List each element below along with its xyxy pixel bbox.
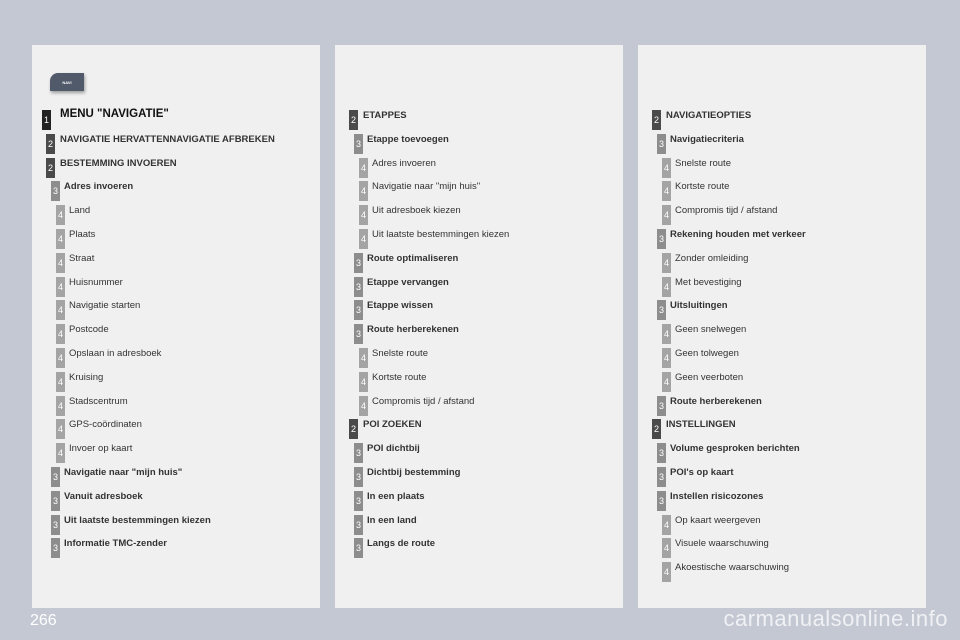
menu-item bbox=[638, 297, 926, 321]
menu-item bbox=[638, 345, 926, 369]
level-badge: 4 bbox=[662, 277, 671, 297]
menu-item-label: Rekening houden met verkeer bbox=[670, 228, 806, 240]
menu-item-label: Etappe vervangen bbox=[367, 276, 449, 288]
menu-item-label: Straat bbox=[69, 252, 95, 264]
level-badge: 2 bbox=[349, 110, 358, 130]
menu-item-label: Navigatie naar "mijn huis" bbox=[372, 181, 481, 193]
menu-item bbox=[638, 535, 926, 559]
level-badge: 4 bbox=[662, 372, 671, 392]
menu-item bbox=[638, 155, 926, 179]
level-badge: 3 bbox=[657, 300, 666, 320]
menu-item-label: Huisnummer bbox=[69, 276, 123, 288]
level-badge: 4 bbox=[56, 300, 65, 320]
level-badge: 2 bbox=[349, 419, 358, 439]
menu-item bbox=[638, 250, 926, 274]
level-badge: 4 bbox=[662, 158, 671, 178]
menu-item bbox=[335, 107, 623, 131]
menu-item-label: Langs de route bbox=[367, 538, 436, 550]
level-badge: 3 bbox=[657, 229, 666, 249]
menu-item bbox=[335, 321, 623, 345]
menu-item bbox=[335, 512, 623, 536]
level-badge: 4 bbox=[56, 324, 65, 344]
menu-item bbox=[32, 178, 320, 202]
level-badge: 4 bbox=[359, 181, 368, 201]
menu-item bbox=[638, 274, 926, 298]
menu-item bbox=[638, 559, 926, 583]
level-badge: 3 bbox=[354, 300, 363, 320]
level-badge: 3 bbox=[354, 467, 363, 487]
menu-item-label: Akoestische waarschuwing bbox=[675, 562, 790, 574]
menu-item bbox=[335, 250, 623, 274]
menu-item bbox=[32, 393, 320, 417]
menu-item-label: POI ZOEKEN bbox=[363, 419, 422, 431]
menu-item-label: In een plaats bbox=[367, 490, 425, 502]
menu-item bbox=[638, 202, 926, 226]
level-badge: 4 bbox=[662, 324, 671, 344]
menu-item bbox=[335, 297, 623, 321]
menu-item-label: Visuele waarschuwing bbox=[675, 538, 769, 550]
menu-item bbox=[32, 512, 320, 536]
level-badge: 2 bbox=[46, 158, 55, 178]
level-badge: 3 bbox=[657, 134, 666, 154]
menu-item bbox=[335, 274, 623, 298]
menu-item-label: POI's op kaart bbox=[670, 466, 734, 478]
menu-item-label: Postcode bbox=[69, 324, 109, 336]
menu-item-label: Volume gesproken berichten bbox=[670, 443, 800, 455]
menu-item bbox=[638, 178, 926, 202]
level-badge: 3 bbox=[657, 467, 666, 487]
menu-item-label: Zonder omleiding bbox=[675, 252, 749, 264]
menu-item-label: Land bbox=[69, 205, 91, 217]
menu-item bbox=[32, 226, 320, 250]
level-badge: 4 bbox=[56, 205, 65, 225]
menu-item bbox=[32, 535, 320, 559]
level-badge: 2 bbox=[652, 110, 661, 130]
menu-item bbox=[335, 393, 623, 417]
menu-item-label: NAVIGATIE HERVATTENNAVIGATIE AFBREKEN bbox=[60, 133, 275, 145]
level-badge: 3 bbox=[657, 491, 666, 511]
menu-item bbox=[32, 464, 320, 488]
level-badge: 3 bbox=[51, 538, 60, 558]
menu-item bbox=[638, 393, 926, 417]
menu-item bbox=[638, 321, 926, 345]
level-badge: 4 bbox=[359, 205, 368, 225]
watermark: carmanualsonline.info bbox=[723, 606, 948, 631]
menu-item bbox=[32, 131, 320, 155]
level-badge: 3 bbox=[51, 515, 60, 535]
menu-item-label: Route optimaliseren bbox=[367, 252, 459, 264]
menu-item-label: Op kaart weergeven bbox=[675, 514, 761, 526]
level-badge: 4 bbox=[56, 277, 65, 297]
menu-item-label: Compromis tijd / afstand bbox=[372, 395, 475, 407]
level-badge: 4 bbox=[662, 181, 671, 201]
menu-item-label: Uitsluitingen bbox=[670, 300, 728, 312]
menu-item bbox=[638, 131, 926, 155]
menu-item bbox=[32, 440, 320, 464]
level-badge: 4 bbox=[56, 443, 65, 463]
menu-item bbox=[335, 369, 623, 393]
menu-panel-2 bbox=[335, 45, 623, 608]
level-badge: 3 bbox=[354, 491, 363, 511]
menu-item bbox=[335, 416, 623, 440]
level-badge: 4 bbox=[662, 205, 671, 225]
menu-item-label: Route herberekenen bbox=[670, 395, 762, 407]
menu-item-label: Kortste route bbox=[372, 371, 427, 383]
menu-item-label: Informatie TMC-zender bbox=[64, 538, 167, 550]
menu-item bbox=[335, 345, 623, 369]
menu-item-label: Vanuit adresboek bbox=[64, 490, 143, 502]
menu-item bbox=[335, 464, 623, 488]
menu-item-label: Navigatie naar "mijn huis" bbox=[64, 466, 183, 478]
menu-item bbox=[638, 226, 926, 250]
menu-item-label: Navigatie starten bbox=[69, 300, 141, 312]
menu-item-label: Plaats bbox=[69, 228, 96, 240]
level-badge: 4 bbox=[662, 348, 671, 368]
menu-item bbox=[335, 155, 623, 179]
menu-item-label: Kruising bbox=[69, 371, 104, 383]
menu-item-label: Geen snelwegen bbox=[675, 324, 747, 336]
level-badge: 4 bbox=[662, 562, 671, 582]
menu-panel-1 bbox=[32, 45, 320, 608]
menu-panel-3 bbox=[638, 45, 926, 608]
menu-item bbox=[32, 416, 320, 440]
level-badge: 4 bbox=[56, 396, 65, 416]
menu-list-3 bbox=[638, 107, 926, 583]
level-badge: 3 bbox=[354, 324, 363, 344]
level-badge: 3 bbox=[354, 515, 363, 535]
level-badge: 3 bbox=[354, 253, 363, 273]
menu-list-2 bbox=[335, 107, 623, 559]
menu-item-label: ETAPPES bbox=[363, 110, 407, 121]
menu-item bbox=[32, 297, 320, 321]
menu-item bbox=[638, 464, 926, 488]
menu-item bbox=[638, 416, 926, 440]
menu-item-label: Adres invoeren bbox=[372, 157, 436, 169]
page-number: 266 bbox=[30, 612, 57, 629]
level-badge: 4 bbox=[359, 372, 368, 392]
level-badge: 3 bbox=[354, 443, 363, 463]
level-badge: 4 bbox=[662, 538, 671, 558]
menu-item-label: Opslaan in adresboek bbox=[69, 347, 162, 359]
menu-item-label: Compromis tijd / afstand bbox=[675, 205, 778, 217]
menu-item bbox=[335, 178, 623, 202]
menu-item-label: Snelste route bbox=[675, 157, 731, 169]
level-badge: 4 bbox=[56, 348, 65, 368]
menu-item-label: Snelste route bbox=[372, 347, 428, 359]
level-badge: 2 bbox=[46, 134, 55, 154]
level-badge: 3 bbox=[51, 491, 60, 511]
menu-item-label: Etappe wissen bbox=[367, 300, 433, 312]
menu-item-label: MENU "NAVIGATIE" bbox=[60, 108, 169, 120]
menu-item-label: Geen tolwegen bbox=[675, 347, 739, 359]
level-badge: 4 bbox=[56, 419, 65, 439]
menu-item-label: NAVIGATIEOPTIES bbox=[666, 110, 752, 121]
menu-item bbox=[335, 535, 623, 559]
level-badge: 3 bbox=[657, 443, 666, 463]
menu-item bbox=[32, 107, 320, 131]
level-badge: 4 bbox=[662, 253, 671, 273]
menu-item-label: Dichtbij bestemming bbox=[367, 466, 461, 478]
menu-item-label: Route herberekenen bbox=[367, 324, 459, 336]
menu-item bbox=[32, 488, 320, 512]
menu-item-label: GPS-coördinaten bbox=[69, 419, 142, 431]
level-badge: 3 bbox=[354, 538, 363, 558]
menu-list-1 bbox=[32, 107, 320, 559]
level-badge: 4 bbox=[359, 396, 368, 416]
menu-item-label: Invoer op kaart bbox=[69, 443, 133, 455]
menu-item bbox=[32, 250, 320, 274]
menu-item-label: POI dichtbij bbox=[367, 443, 420, 455]
menu-item-label: Navigatiecriteria bbox=[670, 133, 744, 145]
menu-item bbox=[32, 202, 320, 226]
menu-item bbox=[32, 321, 320, 345]
menu-item-label: Kortste route bbox=[675, 181, 730, 193]
level-badge: 3 bbox=[657, 396, 666, 416]
menu-item-label: BESTEMMING INVOEREN bbox=[60, 157, 177, 169]
menu-item bbox=[638, 440, 926, 464]
menu-item-label: Uit laatste bestemmingen kiezen bbox=[372, 228, 510, 240]
menu-item bbox=[335, 131, 623, 155]
level-badge: 4 bbox=[359, 158, 368, 178]
level-badge: 4 bbox=[359, 348, 368, 368]
menu-item-label: INSTELLINGEN bbox=[666, 419, 736, 431]
menu-item bbox=[32, 274, 320, 298]
menu-item bbox=[638, 369, 926, 393]
menu-item bbox=[638, 107, 926, 131]
level-badge: 4 bbox=[56, 372, 65, 392]
menu-item bbox=[32, 155, 320, 179]
level-badge: 2 bbox=[652, 419, 661, 439]
menu-item-label: Etappe toevoegen bbox=[367, 133, 449, 145]
menu-item-label: In een land bbox=[367, 514, 417, 526]
level-badge: 3 bbox=[354, 277, 363, 297]
menu-item-label: Geen veerboten bbox=[675, 371, 744, 383]
menu-item-label: Instellen risicozones bbox=[670, 490, 764, 502]
menu-item bbox=[638, 512, 926, 536]
menu-item-label: Stadscentrum bbox=[69, 395, 128, 407]
menu-item-label: Adres invoeren bbox=[64, 181, 134, 193]
menu-item bbox=[335, 488, 623, 512]
level-badge: 4 bbox=[56, 253, 65, 273]
menu-item bbox=[335, 226, 623, 250]
navi-button-icon bbox=[50, 73, 84, 91]
navi-button-label: NAVI bbox=[62, 79, 72, 85]
level-badge: 3 bbox=[51, 181, 60, 201]
level-badge: 1 bbox=[42, 110, 51, 130]
menu-item-label: Uit adresboek kiezen bbox=[372, 205, 461, 217]
menu-item bbox=[32, 345, 320, 369]
level-badge: 4 bbox=[56, 229, 65, 249]
menu-item bbox=[335, 440, 623, 464]
menu-item bbox=[32, 369, 320, 393]
level-badge: 3 bbox=[354, 134, 363, 154]
menu-item bbox=[638, 488, 926, 512]
level-badge: 3 bbox=[51, 467, 60, 487]
menu-item bbox=[335, 202, 623, 226]
level-badge: 4 bbox=[662, 515, 671, 535]
level-badge: 4 bbox=[359, 229, 368, 249]
menu-item-label: Met bevestiging bbox=[675, 276, 742, 288]
menu-item-label: Uit laatste bestemmingen kiezen bbox=[64, 514, 211, 526]
